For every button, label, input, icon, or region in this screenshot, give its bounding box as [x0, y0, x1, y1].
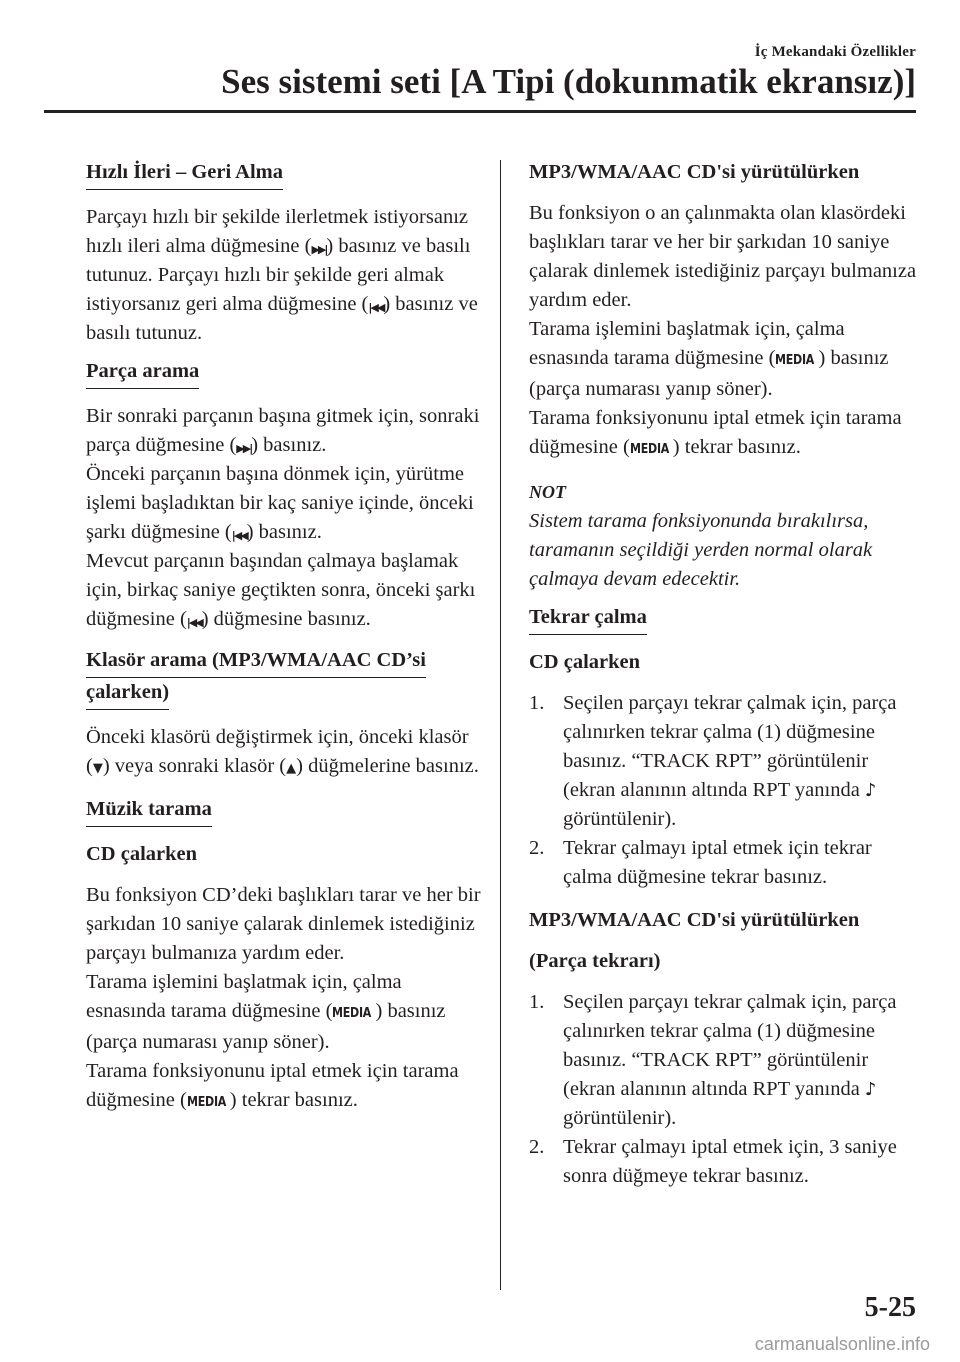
- step-number: 1.: [529, 991, 545, 1013]
- text: görüntülenir).: [563, 1107, 677, 1129]
- repeat-mp3-steps: [529, 988, 919, 1191]
- text: Mevcut parçanın başından çalmaya başlamak için, birkaç saniye geçtikten sonra, önceki şarkı düğmesine (: [86, 550, 476, 630]
- paragraph-scan-cancel: [86, 1057, 482, 1117]
- fast-forward-icon: ▶▶|: [236, 442, 252, 455]
- text: ) basınız (parça numarası yanıp söner).: [529, 347, 889, 400]
- heading-line-2: çalarken): [86, 678, 169, 710]
- paragraph-mp3-scan-start: [529, 315, 919, 404]
- page-title: Ses sistemi seti [A Tipi (dokunmatik ekransız)]: [221, 62, 916, 101]
- media-icon: MEDIA: [629, 442, 669, 457]
- step-number: 2.: [529, 1136, 545, 1158]
- text: Tarama işlemini başlatmak için, çalma esnasında tarama düğmesine (: [529, 318, 845, 369]
- text: Önceki parçanın başına dönmek için, yürütme işlemi başladıktan bir kaç saniye içinde, önceki şarkı düğmesine (: [86, 463, 474, 543]
- music-note-icon: ♪: [864, 1079, 877, 1100]
- text: Bir sonraki parçanın başına gitmek için, sonraki parça düğmesine (: [86, 405, 480, 456]
- text: ) basınız.: [251, 434, 327, 456]
- paragraph-folder-search: [86, 723, 482, 783]
- text: ) düğmelerine basınız.: [296, 755, 479, 777]
- folder-down-icon: ▼: [92, 761, 103, 776]
- heading-fast-forward-rewind: Hızlı İleri – Geri Alma: [86, 158, 283, 190]
- text: Tekrar çalmayı iptal etmek için tekrar çalma düğmesine tekrar basınız.: [563, 837, 872, 888]
- text: ) tekrar basınız.: [229, 1089, 358, 1111]
- text: Önceki klasörü değiştirmek için, önceki klasör (: [86, 726, 469, 777]
- rewind-icon: |◀◀: [368, 301, 384, 314]
- rewind-icon: |◀◀: [231, 529, 247, 542]
- note-text: Sistem tarama fonksiyonunda bırakılırsa, taramanın seçildiği yerden normal olarak çalmaya devam edecektir.: [529, 510, 873, 590]
- text: ) veya sonraki klasör (: [102, 755, 287, 777]
- section-kicker: İç Mekandaki Özellikler: [754, 44, 916, 60]
- header-rule: [44, 110, 916, 113]
- text: Tarama fonksiyonunu iptal etmek için tarama düğmesine (: [529, 407, 902, 458]
- heading-mp3-repeat: MP3/WMA/AAC CD'si yürütülürken: [529, 909, 860, 931]
- music-note-icon: ♪: [864, 780, 877, 801]
- text: Tarama fonksiyonunu iptal etmek için tarama düğmesine (: [86, 1060, 459, 1111]
- text: ) basınız ve basılı tutunuz.: [86, 293, 478, 344]
- paragraph-track-search: [86, 402, 482, 460]
- text: ) basınız (parça numarası yanıp söner).: [86, 1000, 446, 1053]
- repeat-cd-steps: [529, 689, 919, 892]
- fast-forward-icon: ▶▶|: [311, 243, 327, 256]
- media-icon: MEDIA: [332, 1006, 372, 1021]
- text: ) basınız ve basılı tutunuz. Parçayı hızlı bir şekilde geri almak istiyorsanız geri alma düğmesine (: [86, 235, 471, 315]
- folder-up-icon: ▲: [286, 761, 297, 776]
- text: Seçilen parçayı tekrar çalmak için, parça çalınırken tekrar çalma (1) düğmesine basınız. “TRACK RPT” görüntülenir (ekran alanının altında RPT yanında: [563, 991, 897, 1100]
- list-item: [529, 689, 919, 834]
- watermark: carmanualsonline.info: [754, 1334, 930, 1354]
- list-item: [529, 1133, 919, 1191]
- heading-mp3-scan: MP3/WMA/AAC CD'si yürütülürken: [529, 161, 860, 183]
- media-icon: MEDIA: [775, 353, 815, 368]
- paragraph-mp3-scan-description: Bu fonksiyon o an çalınmakta olan klasördeki başlıkları tarar ve her bir şarkıdan 10 saniye çalarak dinlemek istediğiniz parçayı bulmanıza yardım eder.: [529, 202, 917, 311]
- note-label: NOT: [529, 482, 566, 502]
- subheading-cd-playing: CD çalarken: [86, 843, 198, 865]
- text: Tarama işlemini başlatmak için, çalma esnasında tarama düğmesine (: [86, 971, 402, 1022]
- paragraph-scan-description: Bu fonksiyon CD’deki başlıkları tarar ve her bir şarkıdan 10 saniye çalarak dinlemek istediğiniz parçayı bulmanıza yardım eder.: [86, 884, 481, 964]
- paragraph-scan-start: [86, 968, 482, 1057]
- subheading-cd-playing: CD çalarken: [529, 651, 641, 673]
- heading-track-search: Parça arama: [86, 357, 199, 389]
- heading-repeat-play: Tekrar çalma: [529, 603, 647, 635]
- page-number: 5-25: [864, 1292, 916, 1323]
- text: Parçayı hızlı bir şekilde ilerletmek istiyorsanız hızlı ileri alma düğmesine (: [86, 206, 468, 257]
- paragraph-restart-track: [86, 547, 482, 634]
- text: Tekrar çalmayı iptal etmek için, 3 saniye sonra düğmeye tekrar basınız.: [563, 1136, 897, 1187]
- paragraph-mp3-scan-cancel: [529, 404, 919, 464]
- text: ) basınız.: [246, 521, 322, 543]
- text: ) tekrar basınız.: [672, 436, 801, 458]
- media-icon: MEDIA: [186, 1095, 226, 1110]
- subheading-track-repeat: (Parça tekrarı): [529, 950, 661, 972]
- text: Seçilen parçayı tekrar çalmak için, parça çalınırken tekrar çalma (1) düğmesine basınız. “TRACK RPT” görüntülenir (ekran alanının altında RPT yanında: [563, 692, 897, 801]
- list-item: [529, 834, 919, 892]
- paragraph-fast-forward: [86, 203, 482, 348]
- paragraph-previous-track: [86, 460, 482, 547]
- list-item: [529, 988, 919, 1133]
- heading-music-scan: Müzik tarama: [86, 795, 212, 827]
- heading-folder-search: [86, 646, 482, 710]
- heading-line-1: Klasör arama (MP3/WMA/AAC CD’si: [86, 646, 426, 678]
- step-number: 1.: [529, 692, 545, 714]
- text: ) düğmesine basınız.: [201, 608, 371, 630]
- column-divider: [500, 160, 501, 1290]
- left-column: [86, 158, 482, 1126]
- step-number: 2.: [529, 837, 545, 859]
- right-column: [529, 158, 919, 1205]
- rewind-icon: |◀◀: [186, 616, 202, 629]
- text: görüntülenir).: [563, 808, 677, 830]
